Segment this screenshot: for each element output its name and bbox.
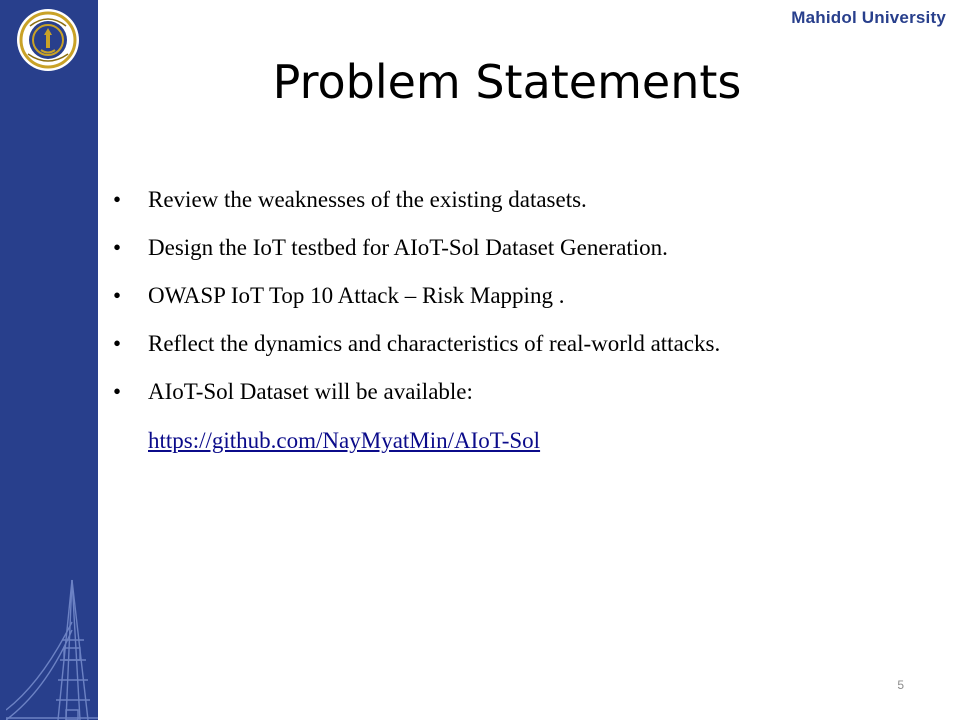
bullet-item <box>110 231 910 279</box>
bullet-item <box>110 327 910 375</box>
bullet-text: Review the weaknesses of the existing datasets. <box>148 187 587 212</box>
bullet-text: OWASP IoT Top 10 Attack – Risk Mapping . <box>148 283 565 308</box>
bullet-symbol: • <box>112 235 122 260</box>
bullet-item <box>110 183 910 231</box>
slide-title: Problem Statements <box>272 55 742 109</box>
bullet-item <box>110 279 910 327</box>
dataset-github-link[interactable]: https://github.com/NayMyatMin/AIoT-Sol <box>148 428 541 453</box>
sidebar-band <box>0 0 98 720</box>
bullet-symbol: • <box>112 283 122 308</box>
bullet-symbol: • <box>112 379 122 404</box>
bullet-text: Design the IoT testbed for AIoT-Sol Dataset Generation. <box>148 235 668 260</box>
bullet-item <box>110 375 910 423</box>
bullet-list <box>110 183 910 423</box>
university-seal-icon <box>16 8 80 72</box>
bullet-text: AIoT-Sol Dataset will be available: <box>148 379 473 404</box>
bullet-symbol: • <box>112 331 122 356</box>
bullet-symbol: • <box>112 187 122 212</box>
dataset-link-line <box>148 424 540 458</box>
page-number: 5 <box>897 678 904 692</box>
university-brand-text: Mahidol University <box>791 8 946 27</box>
monument-illustration <box>6 570 98 720</box>
bullet-text: Reflect the dynamics and characteristics of real-world attacks. <box>148 331 721 356</box>
